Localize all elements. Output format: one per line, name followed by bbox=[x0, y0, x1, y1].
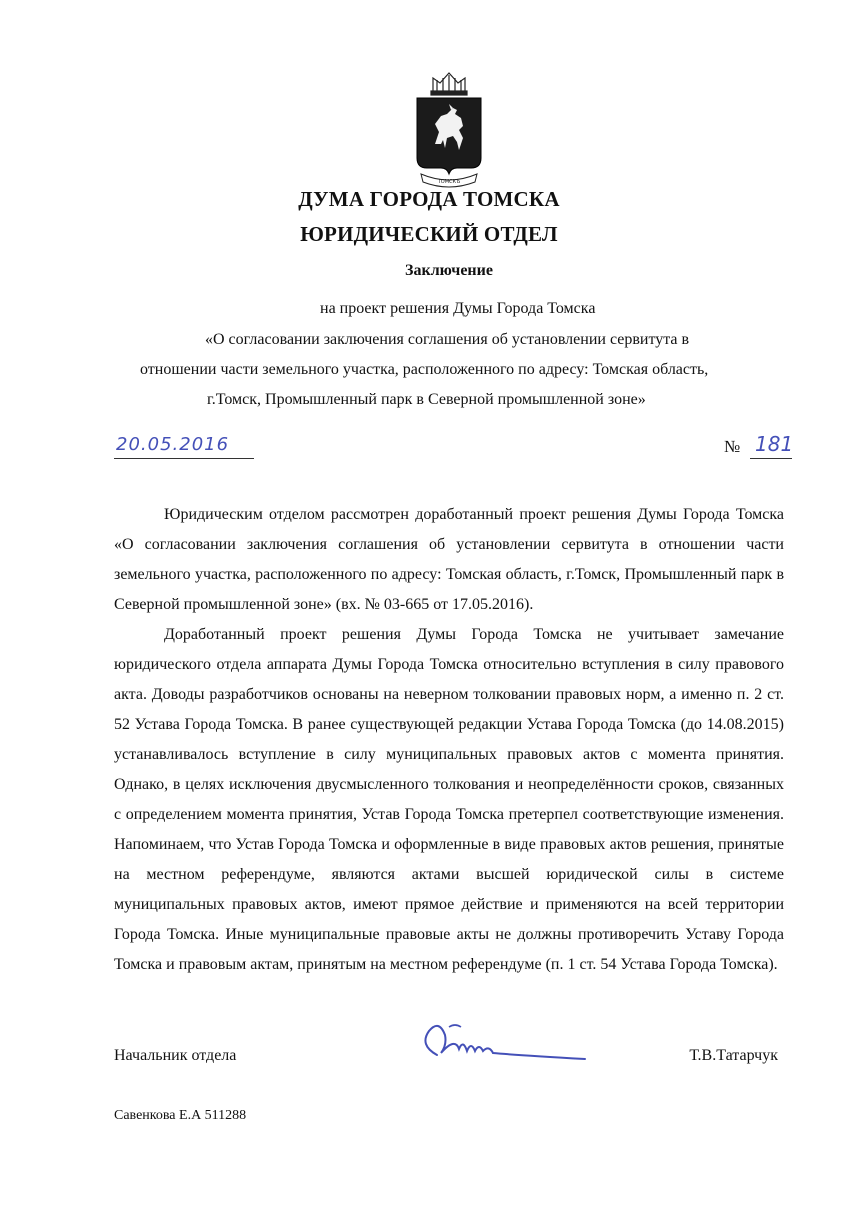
signer-name: Т.В.Татарчук bbox=[689, 1047, 778, 1064]
document-number-field bbox=[750, 432, 792, 459]
body-paragraph-2: Доработанный проект решения Думы Города Томска не учитывает замечание юридического отдела аппарата Думы Города Томска относительно вступления в силу правового акта. Доводы разработчиков основаны на неверном толковании правовых норм, а именно п. 2 ст. 52 Устава Города Томска. В ранее существующей редакции Устава Города Томска (до 14.08.2015) устанавливалось вступление в силу муниципальных правовых актов с момента принятия. Однако, в целях исключения двусмысленного толкования и неопределённости сроков, связанных с определением момента принятия, Устав Города Томска претерпел соответствующие изменения. Напоминаем, что Устав Города Томска и оформленные в виде правовых актов решения, принятые на местном референдуме, являются актами высшей юридической силы в системе муниципальных правовых актов, имеют прямое действие и применяются на всей территории Города Томска. Иные муниципальные правовые акты не должны противоречить Уставу Города Томска и правовым актам, принятым на местном референдуме (п. 1 ст. 54 Устава Города Томска). bbox=[114, 626, 784, 973]
coat-of-arms-icon bbox=[413, 70, 485, 190]
emblem-motto: ТОМСКЪ bbox=[437, 179, 461, 185]
subject-line-1: на проект решения Думы Города Томска bbox=[320, 300, 596, 317]
document-date-field bbox=[114, 432, 254, 459]
subject-line-4: г.Томск, Промышленный парк в Северной промышленной зоне» bbox=[207, 391, 646, 408]
subject-line-3: отношении части земельного участка, расположенного по адресу: Томская область, bbox=[140, 361, 709, 378]
document-body bbox=[114, 500, 784, 980]
number-label: № bbox=[724, 437, 741, 456]
signer-position: Начальник отдела bbox=[114, 1047, 237, 1064]
department-title: ЮРИДИЧЕСКИЙ ОТДЕЛ bbox=[300, 222, 558, 246]
document-date: 20.05.2016 bbox=[116, 434, 230, 455]
org-title: ДУМА ГОРОДА ТОМСКА bbox=[298, 187, 560, 211]
body-paragraph-1: Юридическим отделом рассмотрен доработанный проект решения Думы Города Томска «О согласовании заключения соглашения об установлении сервитута в отношении части земельного участка, расположенного по адресу: Томская область, г.Томск, Промышленный парк в Северной промышленной зоне» (вх. № 03-665 от 17.05.2016). bbox=[114, 506, 784, 613]
document-number: 181 bbox=[755, 432, 794, 456]
document-type: Заключение bbox=[405, 262, 493, 279]
executor-contact: Савенкова Е.А 511288 bbox=[114, 1108, 247, 1123]
signature-row bbox=[114, 1047, 778, 1077]
subject-line-2: «О согласовании заключения соглашения об установлении сервитута в bbox=[205, 331, 690, 348]
